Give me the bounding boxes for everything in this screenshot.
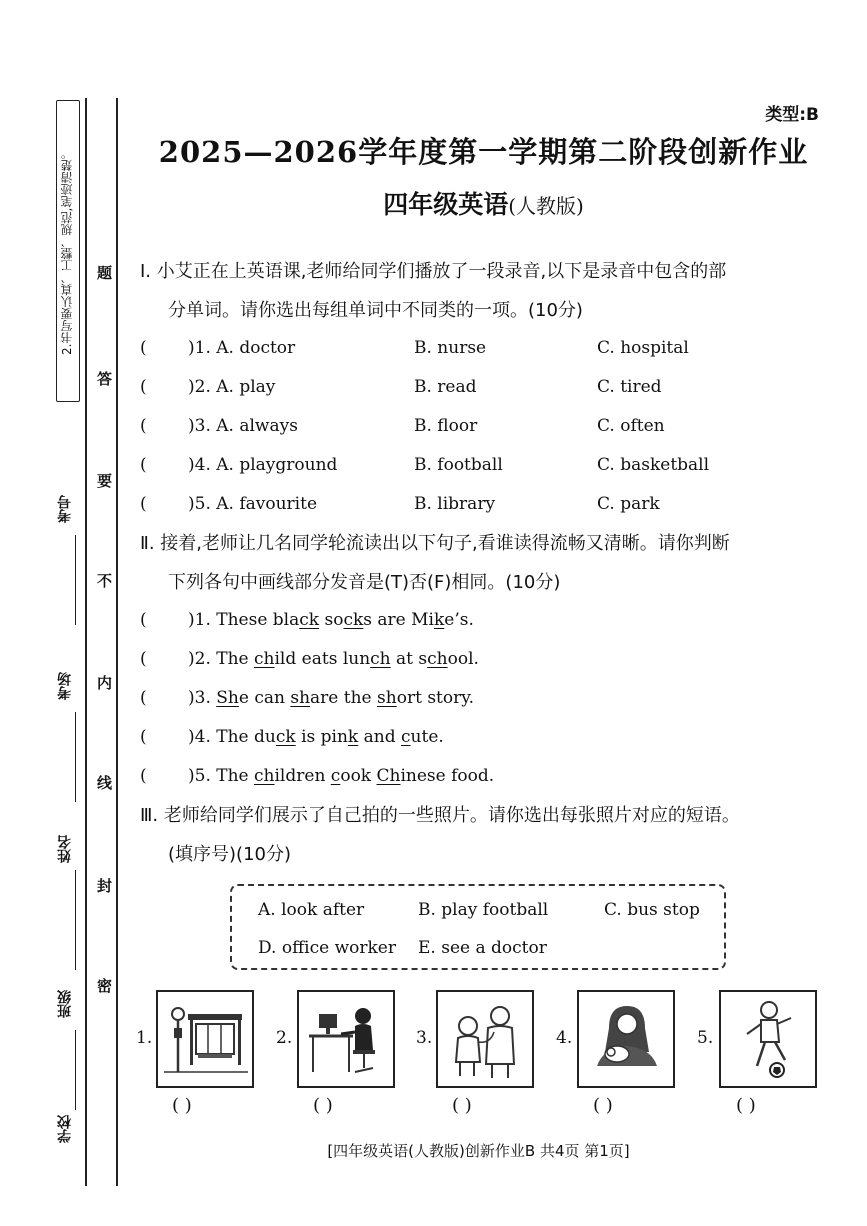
- seal-char-5: 内: [97, 674, 113, 692]
- page-footer: [四年级英语(人教版)创新作业B 共4页 第1页]: [327, 1142, 630, 1160]
- picture-bus-stop: [156, 990, 254, 1088]
- section-3-heading-line2: (填序号)(10分): [168, 844, 291, 865]
- seal-char-3: 要: [97, 472, 113, 490]
- s1-q3-option-c: C. often: [597, 416, 665, 436]
- page-subtitle: [130, 185, 837, 221]
- seal-char-8: 密: [97, 977, 113, 995]
- seal-char-1: 题: [97, 264, 113, 282]
- s1-q5-option-b: B. library: [414, 494, 496, 514]
- s1-question-2[interactable]: ( )2. A. play: [140, 377, 276, 397]
- s1-q1-option-c: C. hospital: [597, 338, 689, 358]
- s1-question-4[interactable]: ( )4. A. playground: [140, 455, 338, 475]
- section-1-heading-line2: 分单词。请你选出每组单词中不同类的一项。(10分): [168, 300, 583, 321]
- section-1-heading: [140, 252, 830, 330]
- picture-number-4: 4.: [556, 1028, 573, 1048]
- s1-q1-option-b: B. nurse: [414, 338, 487, 358]
- section-1-heading-line1: Ⅰ. 小艾正在上英语课,老师给同学们播放了一段录音,以下是录音中包含的部: [140, 261, 727, 282]
- instruction-note-box: [56, 100, 80, 402]
- field-line-name: [75, 870, 76, 970]
- phrase-option-b: B. play football: [418, 900, 549, 920]
- s1-question-3[interactable]: ( )3. A. always: [140, 416, 298, 436]
- page-title: 2025—2026学年度第一学期第二阶段创新作业: [158, 135, 809, 169]
- s1-q5-option-c: C. park: [597, 494, 660, 514]
- answer-blank-3[interactable]: ( ): [452, 1095, 472, 1116]
- picture-number-3: 3.: [416, 1028, 433, 1048]
- section-2-heading-line2: 下列各句中画线部分发音是(T)否(F)相同。(10分): [168, 572, 561, 593]
- picture-look-after: [577, 990, 675, 1088]
- picture-see-a-doctor: [436, 990, 534, 1088]
- seal-char-2: 答: [97, 370, 113, 388]
- field-exam-room: 考场: [57, 672, 73, 700]
- s1-q4-option-b: B. football: [414, 455, 503, 475]
- instruction-note: 2.书写要认真、工整、规范,笔迹清楚。: [60, 147, 74, 355]
- s2-question-4[interactable]: ( )4. The duck is pink and cute.: [140, 727, 444, 747]
- field-school: 学校: [57, 1115, 73, 1143]
- s1-question-5[interactable]: ( )5. A. favourite: [140, 494, 318, 514]
- s1-q4-option-c: C. basketball: [597, 455, 710, 475]
- field-line-exam-room: [75, 712, 76, 802]
- seal-char-7: 封: [97, 877, 113, 895]
- field-class: 班级: [57, 990, 73, 1018]
- field-exam-number: 考号: [57, 495, 73, 523]
- binding-line-outer: [85, 98, 87, 1186]
- field-line-class: [75, 1030, 76, 1110]
- section-3-heading-line1: Ⅲ. 老师给同学们展示了自己拍的一些照片。请你选出每张照片对应的短语。: [140, 805, 740, 826]
- picture-office-worker: [297, 990, 395, 1088]
- subtitle-edition: (人教版): [508, 194, 584, 218]
- s1-question-1[interactable]: ( )1. A. doctor: [140, 338, 296, 358]
- section-3-heading: [140, 796, 830, 874]
- section-2-heading: [140, 524, 830, 602]
- field-line-exam-number: [75, 535, 76, 625]
- s2-question-5[interactable]: ( )5. The children cook Chinese food.: [140, 766, 495, 786]
- phrase-option-c: C. bus stop: [604, 900, 700, 920]
- answer-blank-5[interactable]: ( ): [736, 1095, 756, 1116]
- answer-blank-4[interactable]: ( ): [593, 1095, 613, 1116]
- picture-number-1: 1.: [136, 1028, 153, 1048]
- picture-play-football: [719, 990, 817, 1088]
- phrase-option-a: A. look after: [258, 900, 365, 920]
- phrase-option-d: D. office worker: [258, 938, 396, 958]
- picture-number-5: 5.: [697, 1028, 714, 1048]
- s2-question-1[interactable]: ( )1. These black socks are Mike’s.: [140, 610, 474, 630]
- answer-blank-2[interactable]: ( ): [313, 1095, 333, 1116]
- phrase-option-e: E. see a doctor: [418, 938, 547, 958]
- s1-q2-option-c: C. tired: [597, 377, 662, 397]
- s2-question-3[interactable]: ( )3. She can share the short story.: [140, 688, 474, 708]
- seal-char-6: 线: [97, 774, 113, 792]
- answer-blank-1[interactable]: ( ): [172, 1095, 192, 1116]
- s1-q3-option-b: B. floor: [414, 416, 478, 436]
- picture-number-2: 2.: [276, 1028, 293, 1048]
- subtitle-text: 四年级英语: [383, 190, 509, 219]
- s1-q2-option-b: B. read: [414, 377, 477, 397]
- phrase-options-box: [230, 884, 726, 970]
- binding-line-inner: [116, 98, 118, 1186]
- field-name: 姓名: [57, 835, 73, 863]
- s2-question-2[interactable]: ( )2. The child eats lunch at school.: [140, 649, 479, 669]
- section-2-heading-line1: Ⅱ. 接着,老师让几名同学轮流读出以下句子,看谁读得流畅又清晰。请你判断: [140, 533, 730, 554]
- seal-char-4: 不: [97, 572, 113, 590]
- paper-type-label: 类型:B: [765, 105, 819, 125]
